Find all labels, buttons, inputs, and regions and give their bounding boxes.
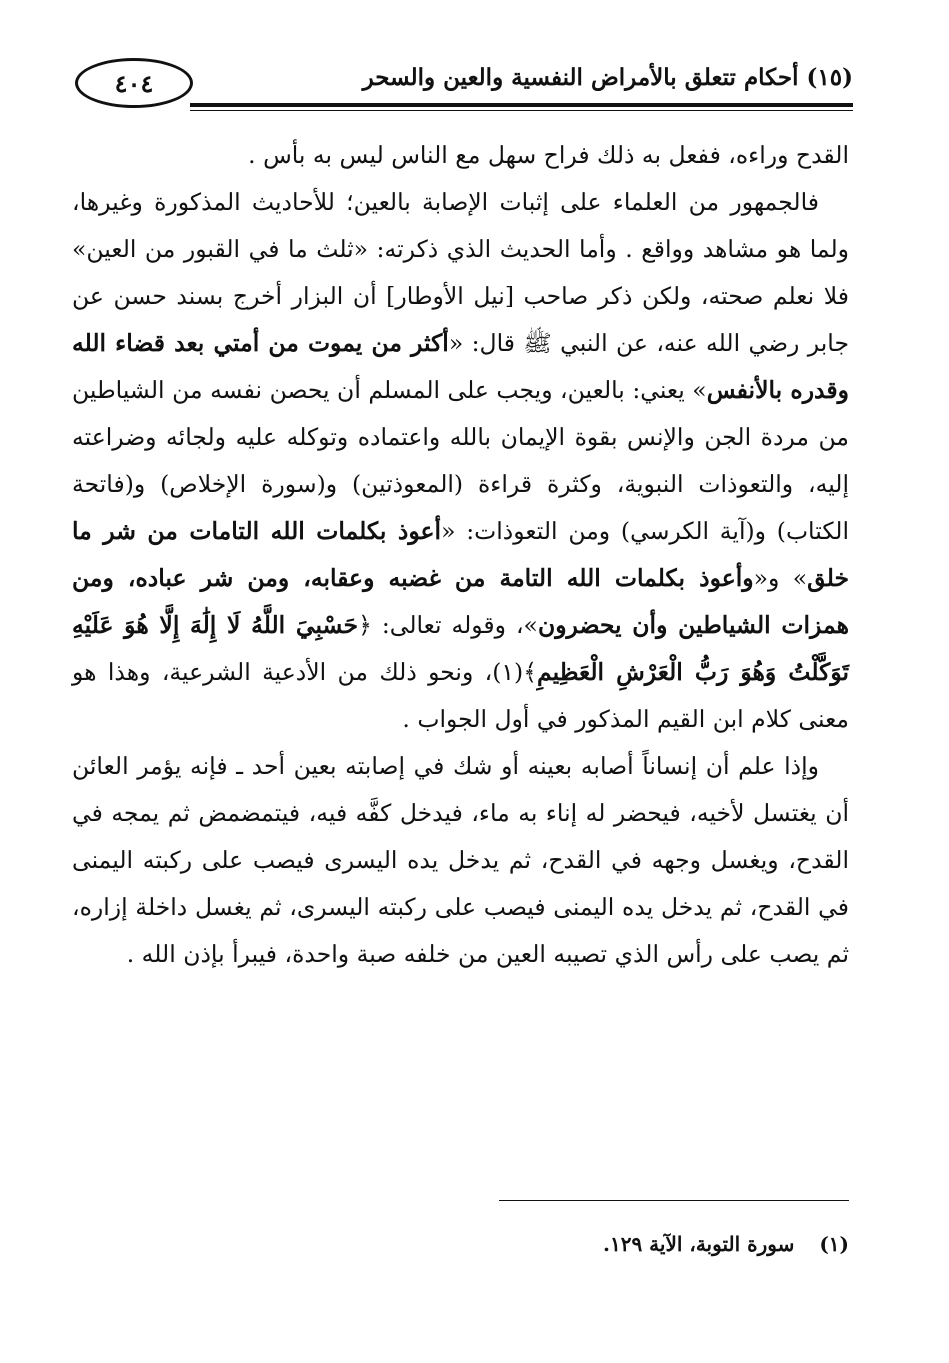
footnote (72, 1232, 849, 1256)
text-run: فالجمهور من العلماء على إثبات الإصابة بالعين؛ للأحاديث المذكورة وغيرها، ولما هو مشاهد وواقع . وأما الحديث الذي ذكرته: «ثلث ما في القبور من العين» فلا نعلم صحته، ولكن ذكر صاحب [نيل الأوطار] أن البزار أخرج بسند حسن عن جابر رضي الله عنه، عن النبي ﷺ قال: « (72, 188, 849, 357)
text-run: » يعني: بالعين، ويجب على المسلم أن يحصن نفسه من الشياطين من مردة الجن والإنس بقوة الإيمان بالله واعتماده وتوكله عليه ولجائه وضراعته إليه، والتعوذات النبوية، وكثرة قراءة (المعوذتين) و(سورة الإخلاص) و(فاتحة الكتاب) و(آية الكرسي) ومن التعوذات: « (72, 376, 849, 545)
bold-quote: وأعوذ بكلمات الله التامة من غضبه وعقابه، ومن شر عباده، ومن همزات الشياطين وأن يحضرون (72, 564, 850, 639)
page-number: ٤٠٤ (75, 58, 193, 108)
page-header (70, 56, 853, 112)
text-run: »، وقوله تعالى: ﴿ (358, 611, 538, 639)
header-rule-thick (190, 103, 853, 107)
text-run: ﴾(١)، ونحو ذلك من الأدعية الشرعية، وهذا هو معنى كلام ابن القيم المذكور في أول الجواب . (72, 658, 849, 733)
footnote-text: سورة التوبة، الآية ١٢٩. (603, 1232, 795, 1256)
text-run: » و« (753, 564, 808, 592)
bold-quote: حَسْبِيَ اللَّهُ لَا إِلَٰهَ إِلَّا هُوَ عَلَيْهِ تَوَكَّلْتُ وَهُوَ رَبُّ الْعَرْشِ الْعَظِيمِ (72, 611, 850, 686)
bold-quote: أكثر من يموت من أمتي بعد قضاء الله وقدره بالأنفس (72, 329, 849, 404)
paragraph (72, 132, 849, 179)
footnote-marker: (١) (819, 1232, 849, 1256)
header-rule-thin (190, 110, 853, 111)
body-text (72, 132, 849, 978)
paragraph (72, 743, 849, 978)
footnote-separator (499, 1200, 849, 1201)
paragraph (72, 179, 849, 743)
bold-quote: أعوذ بكلمات الله التامات من شر ما خلق (72, 517, 849, 592)
running-title: (١٥) أحكام تتعلق بالأمراض النفسية والعين والسحر (362, 64, 853, 91)
text-run: القدح وراءه، ففعل به ذلك فراح سهل مع الناس ليس به بأس . (248, 141, 849, 169)
text-run: وإذا علم أن إنساناً أصابه بعينه أو شك في إصابته بعين أحد ـ فإنه يؤمر العائن أن يغتسل لأخيه، فيحضر له إناء به ماء، فيدخل كفَّه فيه، فيتمضمض ثم يمجه في القدح، ويغسل وجهه في القدح، ثم يدخل يده اليسرى فيصب على ركبته اليمنى في القدح، ثم يدخل يده اليمنى فيصب على ركبته اليسرى، ثم يغسل داخلة إزاره، ثم يصب على رأس الذي تصيبه العين من خلفه صبة واحدة، فيبرأ بإذن الله . (72, 752, 849, 968)
